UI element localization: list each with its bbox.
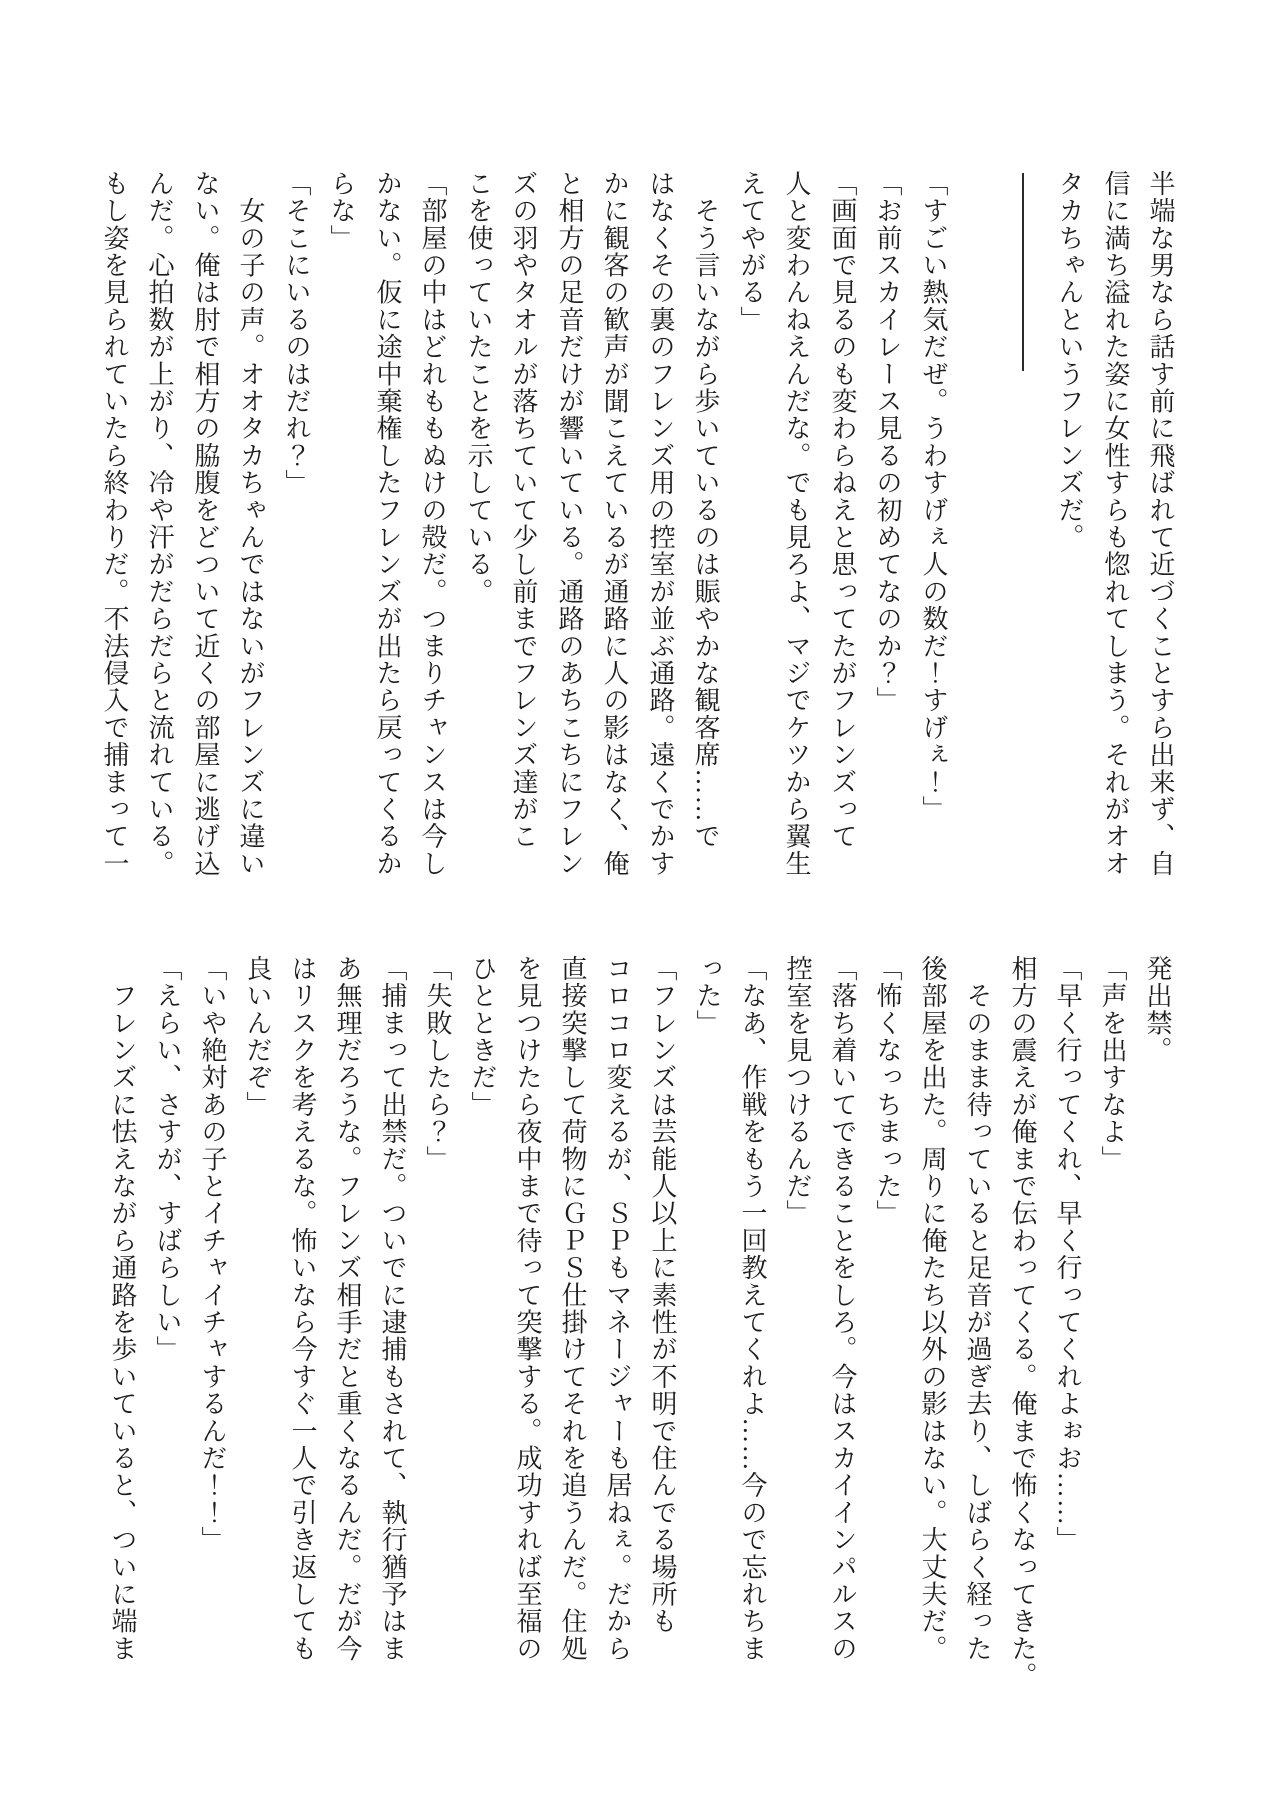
- text-column: 「そこにいるのはだれ？」: [282, 170, 311, 497]
- text-column: こを使っていたことを示している。: [464, 170, 493, 606]
- text-column: 発出禁。: [1143, 955, 1172, 1064]
- text-column: 「いや絶対あの子とイチャイチャするんだ！！」: [198, 955, 227, 1554]
- text-column: あ無理だろうな。フレンズ相手だと重くなるんだ。だが今: [333, 955, 362, 1663]
- text-column: 「失敗したら？」: [423, 955, 452, 1173]
- text-column: かない。仮に途中棄権したフレンズが出たら戻ってくるか: [373, 170, 402, 878]
- text-column: らな」: [327, 170, 356, 252]
- text-column: タカちゃんというフレンズだ。: [1055, 170, 1084, 551]
- text-column: 良いんだぞ」: [243, 955, 272, 1119]
- text-column: 「声を出すなよ」: [1098, 955, 1127, 1173]
- text-column: んだ。心拍数が上がり、冷や汗がだらだらと流れている。: [145, 170, 174, 878]
- text-column: 「すごい熱気だぜ。うわすげぇ人の数だ！すげぇ！」: [919, 170, 948, 823]
- text-column: フレンズに怯えながら通路を歩いていると、ついに端ま: [108, 955, 137, 1663]
- text-column: ズの羽やタオルが落ちていて少し前までフレンズ達がこ: [509, 170, 538, 850]
- text-band-bottom: [0, 955, 1280, 1700]
- text-column: 「早く行ってくれ、早く行ってくれよぉお……」: [1053, 955, 1082, 1554]
- text-column: 「落ち着いてできることをしろ。今はスカイインパルスの: [828, 955, 857, 1663]
- text-column: 信に満ち溢れた姿に女性すらも惚れてしまう。それがオオ: [1101, 170, 1130, 878]
- text-column: 「フレンズは芸能人以上に素性が不明で住んでる場所も: [648, 955, 677, 1635]
- text-column: 人と変わんねえんだな。でも見ろよ、マジでケツから翼生: [782, 170, 811, 878]
- text-column: 「怖くなっちまった」: [873, 955, 902, 1227]
- section-divider: [1022, 173, 1024, 371]
- text-column: ひとときだ」: [468, 955, 497, 1119]
- text-column: そのまま待っていると足音が過ぎ去り、しばらく経った: [963, 955, 992, 1663]
- text-column: 控室を見つけるんだ」: [783, 955, 812, 1227]
- text-column: 女の子の声。オオタカちゃんではないがフレンズに違い: [236, 170, 265, 878]
- text-column: ない。俺は肘で相方の脇腹をどついて近くの部屋に逃げ込: [191, 170, 220, 878]
- text-column: 「お前スカイレース見るの初めてなのか？」: [873, 170, 902, 714]
- text-band-top: [0, 170, 1280, 915]
- text-column: 「なあ、作戦をもう一回教えてくれよ……今ので忘れちま: [738, 955, 767, 1663]
- text-column: 半端な男なら話す前に飛ばれて近づくことすら出来ず、自: [1146, 170, 1175, 878]
- text-column: かに観客の歓声が聞こえているが通路に人の影はなく、俺: [600, 170, 629, 878]
- text-column: った」: [693, 955, 722, 1037]
- text-column: はリスクを考えるな。怖いなら今すぐ一人で引き返しても: [288, 955, 317, 1663]
- text-column: 直接突撃して荷物にＧＰＳ仕掛けてそれを追うんだ。住処: [558, 955, 587, 1663]
- text-column: 「画面で見るのも変わらねえと思ってたがフレンズって: [828, 170, 857, 850]
- text-column: はなくその裏のフレンズ用の控室が並ぶ通路。遠くでかす: [646, 170, 675, 878]
- text-column: 「えらい、さすが、すばらしい」: [153, 955, 182, 1363]
- text-column: そう言いながら歩いているのは賑やかな観客席……で: [691, 170, 720, 850]
- text-column: えてやがる」: [737, 170, 766, 334]
- text-column: 「捕まって出禁だ。ついでに逮捕もされて、執行猶予はま: [378, 955, 407, 1663]
- text-column: 後部屋を出た。周りに俺たち以外の影はない。大丈夫だ。: [918, 955, 947, 1663]
- text-column: を見つけたら夜中まで待って突撃する。成功すれば至福の: [513, 955, 542, 1663]
- text-column: 「部屋の中はどれももぬけの殻だ。つまりチャンスは今し: [418, 170, 447, 878]
- text-column: コロコロ変えるが、ＳＰもマネージャーも居ねぇ。だから: [603, 955, 632, 1663]
- text-column: 相方の震えが俺まで伝わってくる。俺まで怖くなってきた。: [1008, 955, 1037, 1690]
- text-column: と相方の足音だけが響いている。通路のあちこちにフレン: [555, 170, 584, 878]
- text-column: もし姿を見られていたら終わりだ。不法侵入で捕まって一: [100, 170, 129, 878]
